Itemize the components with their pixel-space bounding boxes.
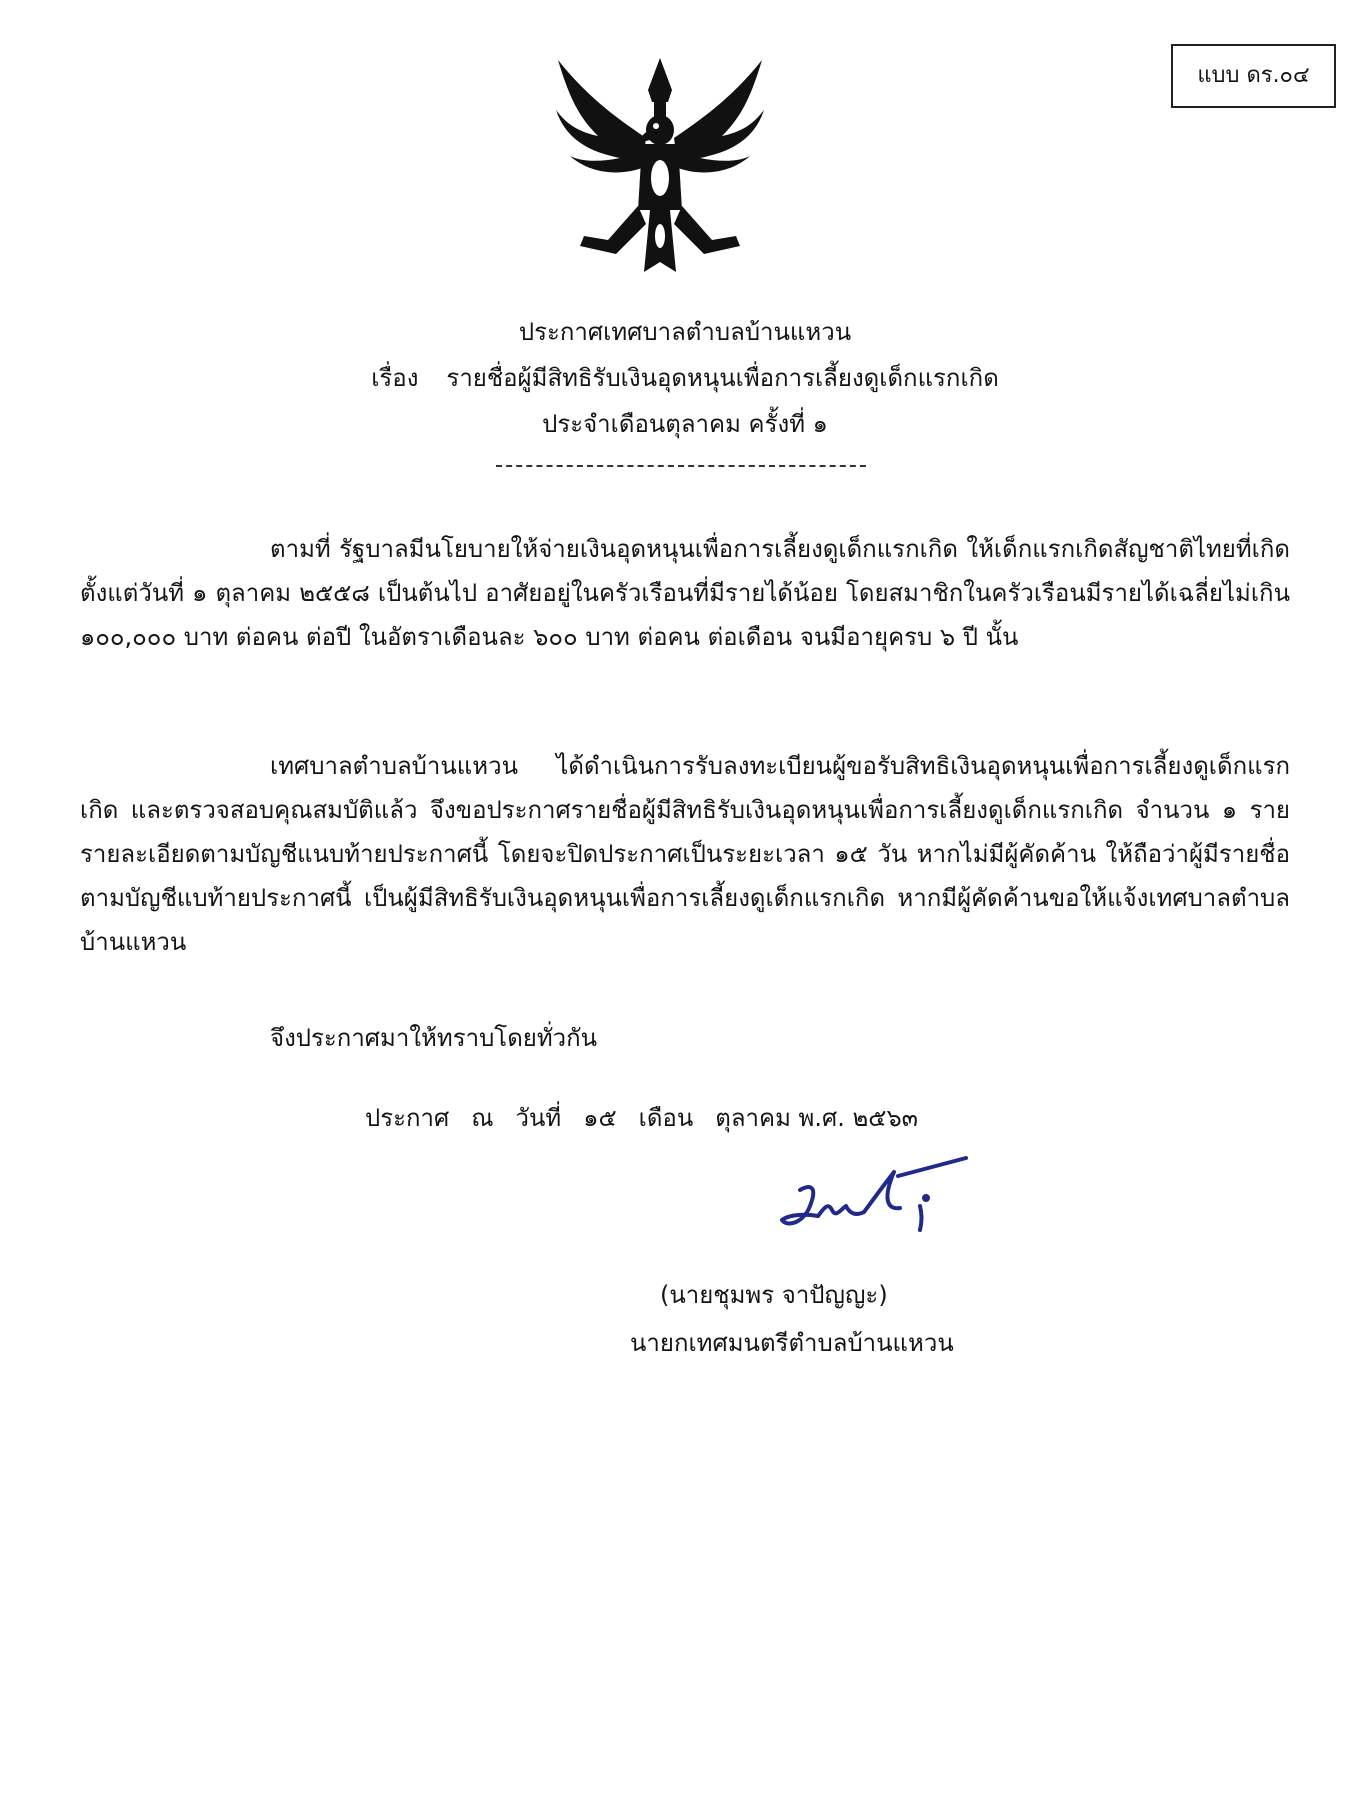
- date-at: ณ: [471, 1104, 494, 1132]
- date-day-label: วันที่: [515, 1104, 562, 1132]
- body-paragraph-2: เทศบาลตำบลบ้านแหวน ได้ดำเนินการรับลงทะเบียนผู้ขอรับสิทธิเงินอุดหนุนเพื่อการเลี้ยงดูเด็กแรกเกิด และตรวจสอบคุณสมบัติแล้ว จึงขอประกาศรายชื่อผู้มีสิทธิรับเงินอุดหนุนเพื่อการเลี้ยงดูเด็กแรกเกิด จำนวน ๑ ราย รายละเอียดตามบัญชีแนบท้ายประกาศนี้ โดยจะปิดประกาศเป็นระยะเวลา ๑๕ วัน หากไม่มีผู้คัดค้าน ให้ถือว่าผู้มีรายชื่อตามบัญชีแบท้ายประกาศนี้ เป็นผู้มีสิทธิรับเงินอุดหนุนเพื่อการเลี้ยงดูเด็กแรกเกิด หากมีผู้คัดค้านขอให้แจ้งเทศบาลตำบลบ้านแหวน: [80, 752, 1290, 956]
- body-paragraph-1: ตามที่ รัฐบาลมีนโยบายให้จ่ายเงินอุดหนุนเพื่อการเลี้ยงดูเด็กแรกเกิด ให้เด็กแรกเกิดสัญชาติไทยที่เกิดตั้งแต่วันที่ ๑ ตุลาคม ๒๕๕๘ เป็นต้นไป อาศัยอยู่ในครัวเรือนที่มีรายได้น้อย โดยสมาชิกในครัวเรือนมีรายได้เฉลี่ยไม่เกิน ๑๐๐,๐๐๐ บาท ต่อคน ต่อปี ในอัตราเดือนละ ๖๐๐ บาท ต่อคน ต่อเดือน จนมีอายุครบ ๖ ปี นั้น: [80, 535, 1290, 651]
- date-day: ๑๕: [583, 1104, 617, 1132]
- announcement-date: [365, 1098, 940, 1138]
- date-prefix: ประกาศ: [365, 1104, 450, 1132]
- subject-label: เรื่อง: [371, 364, 419, 392]
- announcement-title: ประกาศเทศบาลตำบลบ้านแหวน: [518, 318, 852, 346]
- form-code-box: แบบ ดร.๐๔: [1171, 44, 1336, 108]
- announcement-period: ประจำเดือนตุลาคม ครั้งที่ ๑: [542, 410, 828, 438]
- subject-text: รายชื่อผู้มีสิทธิรับเงินอุดหนุนเพื่อการเลี้ยงดูเด็กแรกเกิด: [446, 364, 999, 392]
- closing-statement: จึงประกาศมาให้ทราบโดยทั่วกัน: [270, 1024, 598, 1052]
- announcement-subject: [0, 362, 1370, 394]
- signer-name: (นายชุมพร จาปัญญะ): [660, 1281, 888, 1309]
- date-month-year: ตุลาคม พ.ศ. ๒๕๖๓: [715, 1104, 919, 1132]
- garuda-emblem-icon: [550, 40, 770, 280]
- date-month-label: เดือน: [638, 1104, 694, 1132]
- signer-title: นายกเทศมนตรีตำบลบ้านแหวน: [630, 1329, 954, 1357]
- header-divider: [496, 465, 866, 467]
- signature-icon: [770, 1150, 970, 1270]
